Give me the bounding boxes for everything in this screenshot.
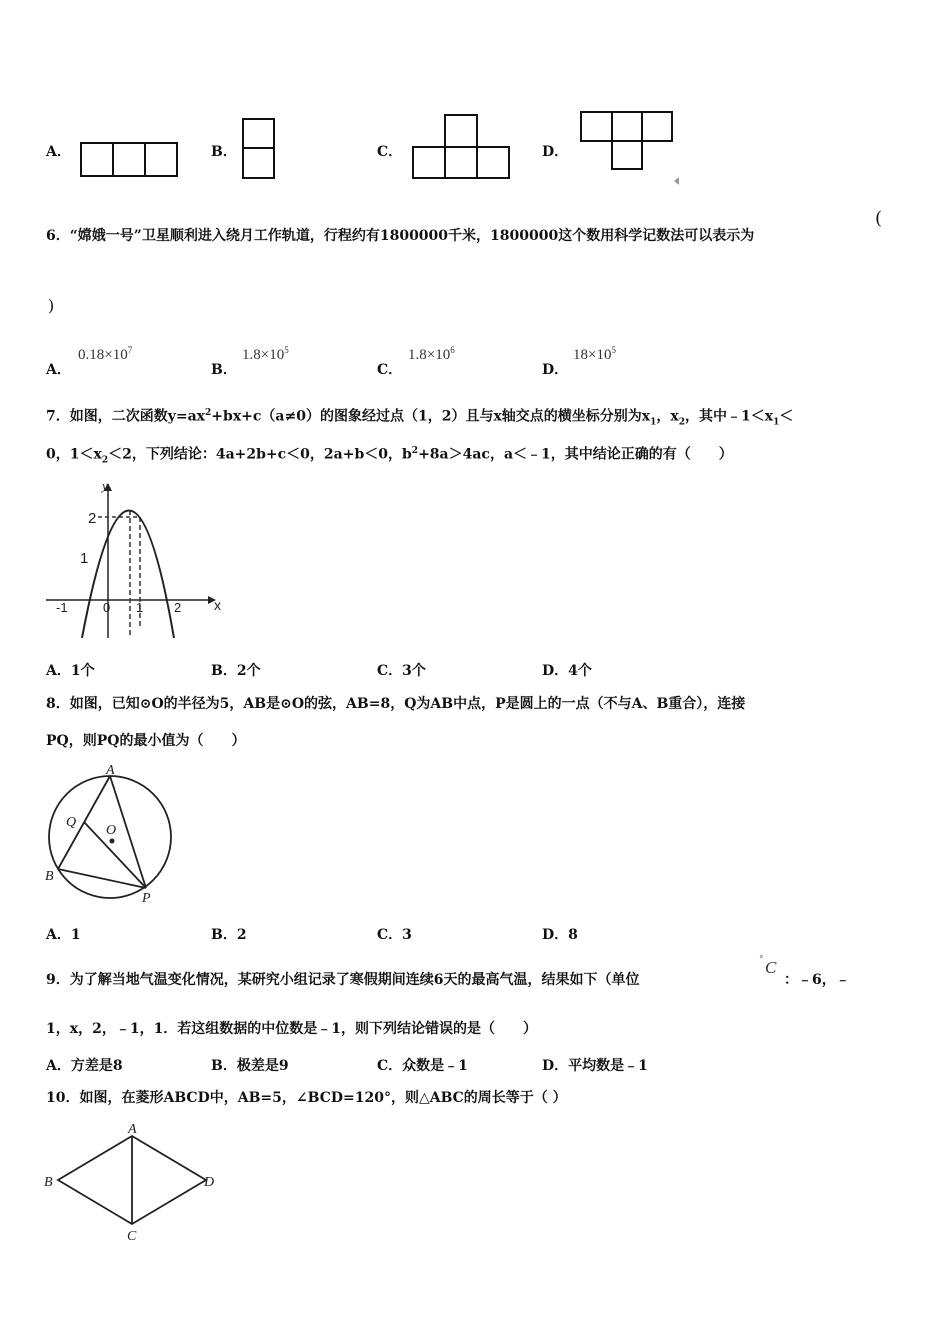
q7-sub: 2	[101, 455, 109, 466]
scan-mark-icon	[674, 177, 680, 185]
q6-option-d-times: ×10	[588, 347, 612, 363]
q7-x-tick-neg1: -1	[56, 600, 68, 615]
q6-option-d-mantissa: 18	[573, 347, 588, 363]
q5-option-c-label: C．	[377, 144, 403, 160]
q7-text-seg: ＜2，下列结论：4a+2b+c＜0，2a+b＜0，b	[108, 446, 412, 463]
q6-option-d-value	[573, 345, 616, 364]
q10-stem: 10．如图，在菱形ABCD中，AB=5，∠BCD=120°，则△ABC的周长等于（ ）	[46, 1090, 567, 1106]
q8-circle-figure	[40, 762, 180, 906]
q6-option-b-exp: 5	[284, 345, 289, 355]
q9-option-a: A．方差是8	[46, 1058, 123, 1074]
q7-sup: 2	[411, 446, 419, 456]
q6-option-c-label: C．	[377, 362, 403, 378]
q6-option-c-value	[408, 345, 455, 364]
q6-option-a-label: A．	[46, 362, 71, 378]
q9-stem-line1-tail: ：﹣6，﹣	[784, 972, 850, 988]
q6-option-a-mantissa: 0.18	[78, 347, 105, 363]
q7-stem-line2	[46, 441, 733, 470]
q7-text-seg: ，其中﹣1＜x	[685, 408, 774, 425]
q5-option-d-figure	[580, 111, 676, 173]
q8-stem-line1: 8．如图，已知⊙O的半径为5，AB是⊙O的弦，AB=8，Q为AB中点，P是圆上的一点（不与A、B重合），连接	[46, 696, 746, 712]
q7-option-b: B．2个	[211, 663, 261, 679]
q7-x-tick-2: 2	[174, 600, 182, 615]
q7-option-a: A．1个	[46, 663, 95, 679]
q7-x-axis-label: x	[214, 597, 221, 613]
q7-option-d: D．4个	[542, 663, 592, 679]
q8-option-c: C．3	[377, 927, 412, 943]
q6-option-a-exp: 7	[127, 345, 133, 355]
q8-stem-line2: PQ，则PQ的最小值为（ ）	[46, 733, 246, 749]
q8-label-q: Q	[66, 815, 77, 830]
q6-option-b-label: B．	[211, 362, 237, 378]
q7-text-seg: 0，1＜x	[46, 446, 102, 463]
q8-label-b: B	[45, 869, 54, 884]
q9-option-b: B．极差是9	[211, 1058, 289, 1074]
q10-label-c: C	[127, 1229, 137, 1244]
q7-text-seg: +8a＞4ac，a＜﹣1，其中结论正确的有（ ）	[418, 446, 733, 463]
q6-option-c-times: ×10	[426, 347, 451, 363]
q7-stem-line1	[46, 403, 793, 432]
q9-option-c: C．众数是﹣1	[377, 1058, 468, 1074]
q5-option-b-figure	[242, 118, 276, 180]
q6-stem: 6．“嫦娥一号”卫星顺利进入绕月工作轨道，行程约有1800000千米，1800000这个数用科学记数法可以表示为	[46, 228, 755, 244]
degree-mark-icon: °	[759, 955, 764, 965]
q6-option-c-mantissa: 1.8	[408, 347, 427, 363]
q10-rhombus-figure	[40, 1118, 230, 1246]
q7-sub: 1	[773, 417, 780, 428]
q5-option-c-figure	[412, 114, 512, 180]
q6-option-a-value	[78, 345, 132, 364]
q7-sub: 1	[650, 417, 657, 428]
q6-option-a-times: ×10	[104, 347, 128, 363]
q6-open-paren: (	[875, 208, 883, 229]
q7-sup: 2	[205, 408, 212, 418]
q6-option-b-mantissa: 1.8	[242, 347, 261, 363]
q6-option-b-value	[242, 345, 289, 364]
q7-x-tick-0: 0	[103, 600, 111, 615]
q10-label-d: D	[204, 1175, 215, 1190]
q10-label-b: B	[44, 1175, 53, 1190]
q8-option-b: B．2	[211, 927, 247, 943]
q7-y-tick-2: 2	[88, 510, 97, 527]
q6-option-b-times: ×10	[260, 347, 285, 363]
q8-option-a: A．1	[46, 927, 81, 943]
q6-option-c-exp: 6	[450, 345, 455, 355]
q7-x-tick-1: 1	[136, 600, 144, 615]
q7-y-axis-label: y	[102, 478, 108, 493]
q9-option-d: D．平均数是﹣1	[542, 1058, 648, 1074]
q7-text-seg: ＜	[779, 408, 794, 425]
q8-label-a: A	[106, 763, 115, 778]
q5-option-b-label: B．	[211, 144, 237, 160]
q8-label-o: O	[106, 823, 117, 838]
q7-option-c: C．3个	[377, 663, 426, 679]
q5-option-a-figure	[80, 142, 178, 178]
q7-sub: 2	[678, 417, 686, 428]
q6-option-d-label: D．	[542, 362, 569, 378]
q6-close-paren: )	[48, 296, 55, 315]
q7-parabola-graph	[44, 478, 224, 640]
q5-option-a-label: A．	[46, 144, 71, 160]
q7-text-seg: 7．如图，二次函数y=ax	[46, 408, 206, 425]
q9-stem-line1: 9．为了解当地气温变化情况，某研究小组记录了寒假期间连续6天的最高气温，结果如下（单位	[46, 972, 640, 988]
q7-y-tick-1: 1	[80, 550, 89, 567]
q7-text-seg: ，x	[656, 408, 679, 425]
q8-option-d: D．8	[542, 927, 578, 943]
q8-label-p: P	[142, 891, 151, 906]
q7-text-seg: +bx+c（a≠0）的图象经过点（1，2）且与x轴交点的横坐标分别为x	[211, 408, 651, 425]
q6-option-d-exp: 5	[611, 345, 616, 355]
q9-unit: C	[765, 958, 777, 977]
q9-stem-line2: 1，x，2，﹣1，1．若这组数据的中位数是﹣1，则下列结论错误的是（ ）	[46, 1021, 538, 1037]
q10-label-a: A	[128, 1122, 137, 1137]
q5-option-d-label: D．	[542, 144, 569, 160]
